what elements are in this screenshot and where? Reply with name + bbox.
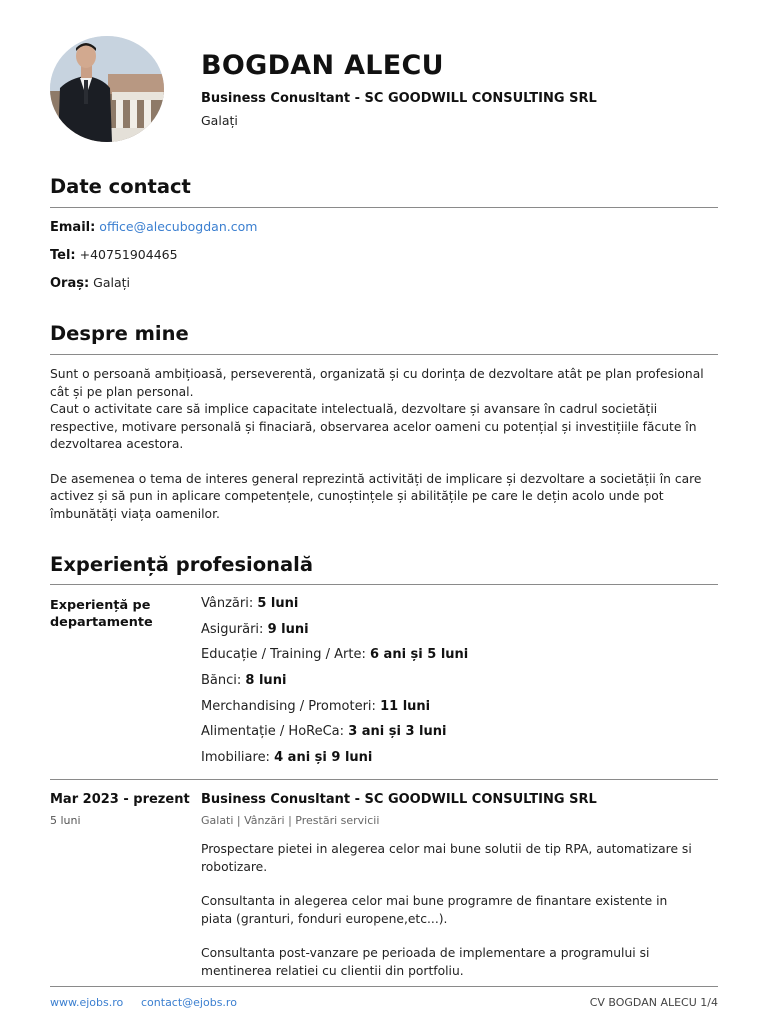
department-item <box>201 622 468 648</box>
department-duration: 8 luni <box>245 673 287 689</box>
phone-label: Tel: <box>50 248 76 263</box>
footer-email-link[interactable]: contact@ejobs.ro <box>141 996 237 1009</box>
about-paragraph-1: Sunt o persoană ambițioasă, perseverentă, organizată și cu dorința de dezvoltare atât pe plan profesional cât și pe plan personal. <box>50 367 704 399</box>
job-duration: 5 luni <box>50 814 81 827</box>
department-name: Educație / Training / Arte: <box>201 647 366 663</box>
section-title-experience: Experiență profesională <box>50 553 314 576</box>
candidate-location: Galați <box>201 113 238 128</box>
department-duration: 5 luni <box>257 596 299 611</box>
email-label: Email: <box>50 220 96 235</box>
job-description-paragraph-3: Consultanta post-vanzare pe perioada de implementare a programului si mentinerea relatiei cu clientii din portfoliu. <box>201 946 650 978</box>
divider <box>50 779 718 780</box>
department-name: Vânzări: <box>201 596 254 611</box>
contact-phone-row <box>50 247 178 263</box>
footer-divider <box>50 986 718 987</box>
job-meta: Galati | Vânzări | Prestări servicii <box>201 814 380 827</box>
department-name: Asigurări: <box>201 621 264 637</box>
department-name: Alimentație / HoReCa: <box>201 724 345 740</box>
email-link[interactable]: office@alecubogdan.com <box>99 219 258 234</box>
footer-site-link[interactable]: www.ejobs.ro <box>50 996 124 1009</box>
about-text <box>50 366 718 523</box>
job-description-paragraph-1: Prospectare pietei in alegerea celor mai bune solutii de tip RPA, automatizare si robotizare. <box>201 842 692 874</box>
contact-email-row <box>50 219 257 235</box>
job-role: Business Conusltant - SC GOODWILL CONSULTING SRL <box>201 792 597 807</box>
footer-page-label: CV BOGDAN ALECU 1/4 <box>589 996 718 1009</box>
department-item <box>201 647 468 673</box>
city-value: Galați <box>93 275 131 290</box>
job-description-paragraph-2: Consultanta in alegerea celor mai bune programre de finantare existente in piata (granturi, fonduri europene,etc...). <box>201 894 668 926</box>
department-name: Bănci: <box>201 673 242 689</box>
job-period: Mar 2023 - prezent <box>50 792 190 807</box>
department-duration: 3 ani și 3 luni <box>348 724 447 740</box>
about-paragraph-3: De asemenea o tema de interes general reprezintă activități de implicare și dezvoltare a societății în care activez și să pun in aplicare competențele, cunoștințele și abilitățile pe care le dețin acolo unde pot îmbunătăți viața oamenilor. <box>50 471 702 521</box>
department-name: Imobiliare: <box>201 750 270 766</box>
candidate-title: Business Conusltant - SC GOODWILL CONSULTING SRL <box>201 91 597 106</box>
phone-value: +40751904465 <box>79 247 178 262</box>
divider <box>50 584 718 585</box>
section-title-contact: Date contact <box>50 175 191 198</box>
department-duration: 9 luni <box>267 621 309 637</box>
section-title-about: Despre mine <box>50 322 189 345</box>
about-paragraph-2: Caut o activitate care să implice capacitate intelectuală, dezvoltare și avansare în cadrul societății respective, motivare personală și finaciară, observarea acelor oameni cu potențial și investițiile făcute în dezvoltarea acestora. <box>50 402 697 451</box>
department-item <box>201 750 468 776</box>
job-description <box>201 841 701 980</box>
divider <box>50 354 718 355</box>
department-item <box>201 724 468 750</box>
department-item <box>201 596 468 622</box>
departments-list <box>201 596 468 776</box>
department-item <box>201 673 468 699</box>
department-duration: 6 ani și 5 luni <box>369 647 469 663</box>
city-label: Oraș: <box>50 276 90 291</box>
department-name: Merchandising / Promoteri: <box>201 698 376 714</box>
contact-city-row <box>50 275 130 291</box>
departments-label: Experiență pe departamente <box>50 598 153 630</box>
profile-photo-illustration <box>50 36 164 142</box>
profile-photo <box>50 36 164 142</box>
department-item <box>201 699 468 725</box>
department-duration: 11 luni <box>380 698 431 714</box>
candidate-name: BOGDAN ALECU <box>201 50 444 81</box>
divider <box>50 207 718 208</box>
department-duration: 4 ani și 9 luni <box>274 750 373 766</box>
